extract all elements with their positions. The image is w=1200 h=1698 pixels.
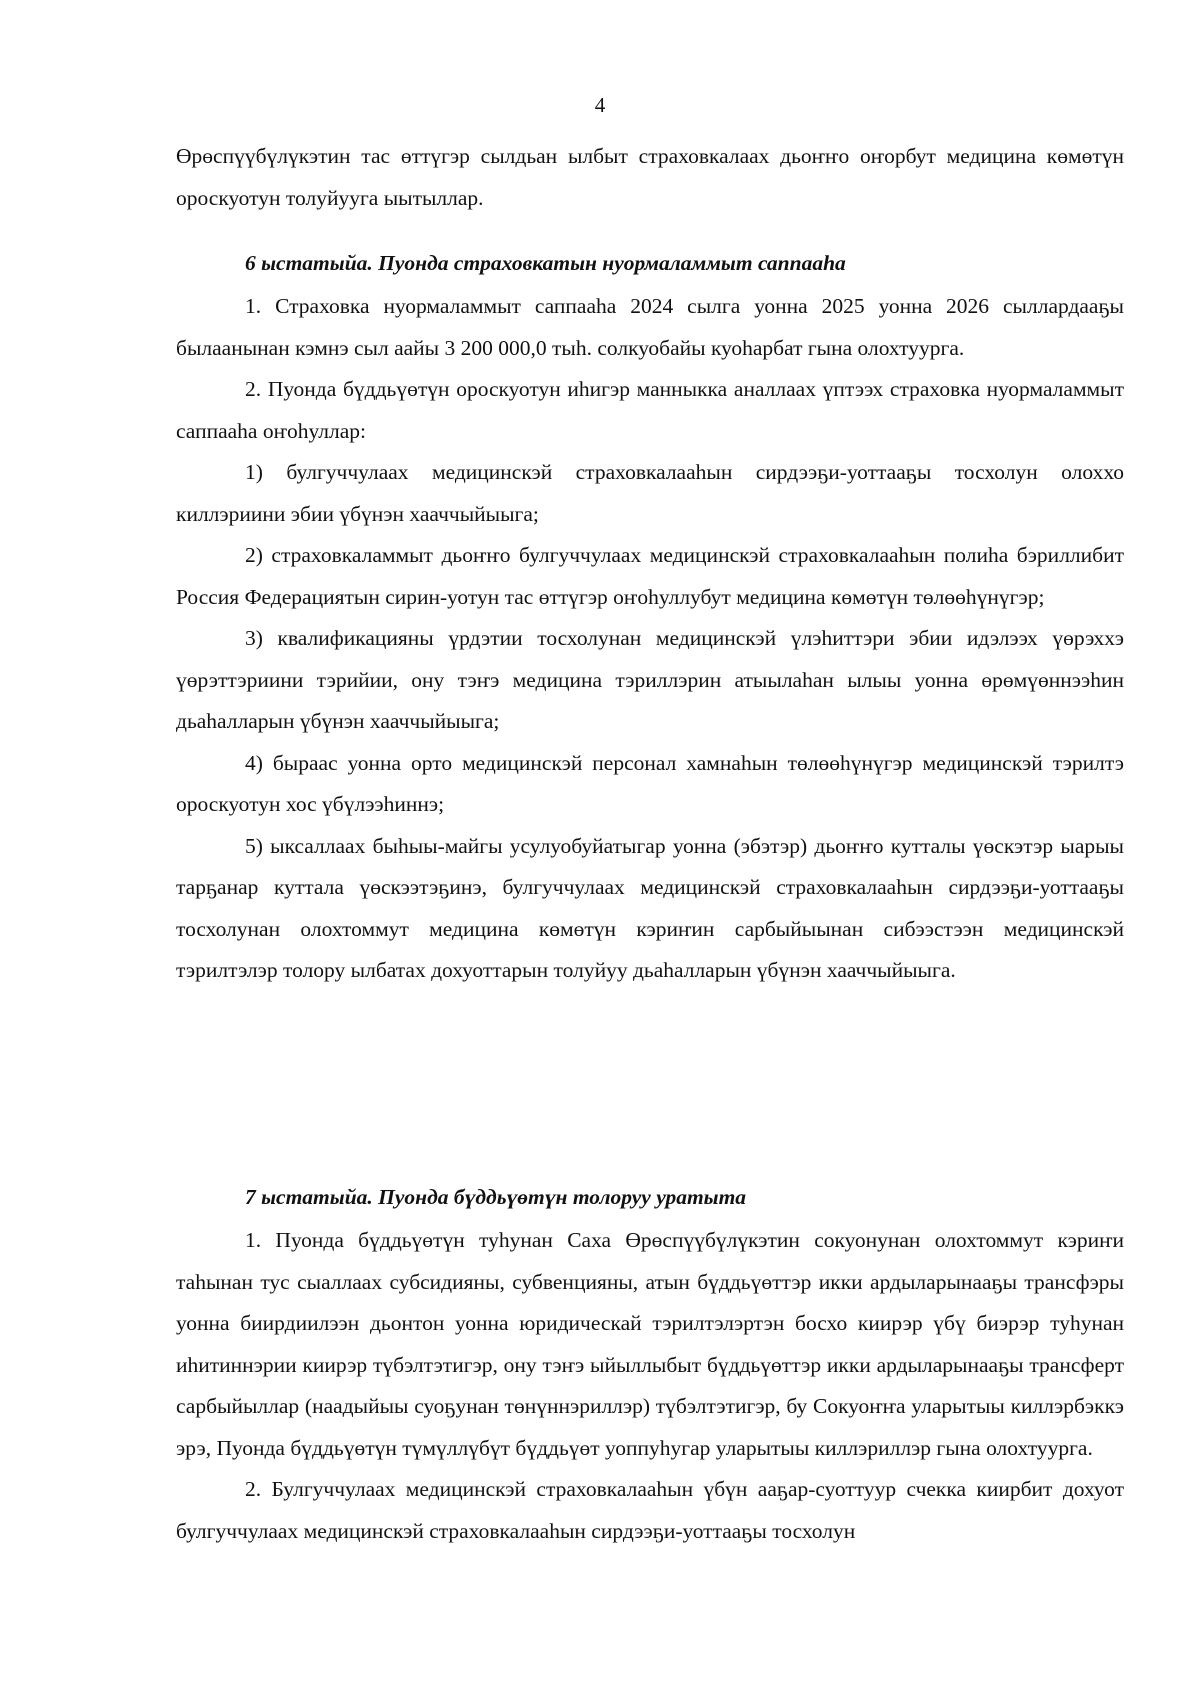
article-7-paragraph: 2. Булгуччулаах медицинскэй страховкалааһын үбүн ааҕар-суоттуур счекка киирбит дохуот булгуччулаах медицинскэй страховкалааһын сирдээҕи-уоттааҕы тосхолун xyxy=(176,1477,1124,1543)
article-6-heading: 6 ыстатыйа. Пуонда страховкатын нуормаламмыт саппааһа xyxy=(245,251,846,275)
article-6-list-item: 5) ыксаллаах быһыы-майгы усулуобуйатыгар уонна (эбэтэр) дьоҥҥо кутталы үөскэтэр ыарыы тарҕанар куттала үөскээтэҕинэ, булгуччулаах медицинскэй страховкалааһын сирдээҕи-уоттааҕы тосхолунан олохтоммут медицина көмөтүн кэриҥин сарбыйыынан сибээстээн медицинскэй тэрилтэлэр толору ылбатах дохуоттарын толуйуу дьаһалларын үбүнэн хааччыйыыга. xyxy=(176,833,1124,982)
intro-paragraph-block xyxy=(176,136,1124,219)
article-6-list-item: 3) квалификацияны үрдэтии тосхолунан медицинскэй үлэһиттэри эбии идэлээх үөрэххэ үөрэттэриини тэрийии, ону тэҥэ медицина тэриллэрин атыылаһан ылыы уонна өрөмүөннээһин дьаһалларын үбүнэн хааччыйыыга; xyxy=(176,626,1124,733)
article-6-list-item: 4) быраас уонна орто медицинскэй персонал хамнаһын төлөөһүнүгэр медицинскэй тэрилтэ ороскуотун хос үбүлээһиннэ; xyxy=(176,750,1124,816)
article-7-paragraph: 1. Пуонда бүддьүөтүн туһунан Саха Өрөспүүбүлүкэтин сокуонунан олохтоммут кэриҥи таһынан тус сыаллаах субсидияны, субвенцияны, атын бүддьүөттэр икки ардыларынааҕы трансфэры уонна биирдиилээн дьонтон уонна юридическай тэрилтэлэртэн босхо киирэр үбү биэрэр туһунан иһитиннэрии киирэр түбэлтэтигэр, ону тэҥэ ыйыллыбыт бүддьүөттэр икки ардыларынааҕы трансферт сарбыйыллар (наадыйыы суоҕунан төнүннэриллэр) түбэлтэтигэр, бу Сокуоҥҥа уларытыы киллэрбэккэ эрэ, Пуонда бүддьүөтүн түмүллүбүт бүддьүөт уоппуһугар уларытыы киллэриллэр гына олохтуурга. xyxy=(176,1228,1124,1460)
article-6-body xyxy=(176,286,1124,992)
article-6-paragraph: 2. Пуонда бүддьүөтүн ороскуотун иһигэр манныкка аналлаах үптээх страховка нуормаламмыт саппааһа оҥоһуллар: xyxy=(176,377,1124,443)
article-6-list-item: 2) страховкаламмыт дьоҥҥо булгуччулаах медицинскэй страховкалааһын полиһа бэриллибит Россия Федерациятын сирин-уотун тас өттүгэр оҥоһуллубут медицина көмөтүн төлөөһүнүгэр; xyxy=(176,543,1124,609)
article-6-paragraph: 1. Страховка нуормаламмыт саппааһа 2024 сылга уонна 2025 уонна 2026 сыллардааҕы былаанынан кэмнэ сыл аайы 3 200 000,0 тыһ. солкуобайы куоһарбат гына олохтуурга. xyxy=(176,294,1124,360)
article-6-list-item: 1) булгуччулаах медицинскэй страховкалааһын сирдээҕи-уоттааҕы тосхолун олоххо киллэриини эбии үбүнэн хааччыйыыга; xyxy=(176,460,1124,526)
intro-paragraph: Өрөспүүбүлүкэтин тас өттүгэр сылдьан ылбыт страховкалаах дьоҥҥо оҥорбут медицина көмөтүн ороскуотун толуйууга ыытыллар. xyxy=(176,144,1124,210)
article-7-heading: 7 ыстатыйа. Пуонда бүддьүөтүн толоруу уратыта xyxy=(245,1185,747,1209)
page-number: 4 xyxy=(594,93,606,117)
article-7-body xyxy=(176,1220,1124,1552)
